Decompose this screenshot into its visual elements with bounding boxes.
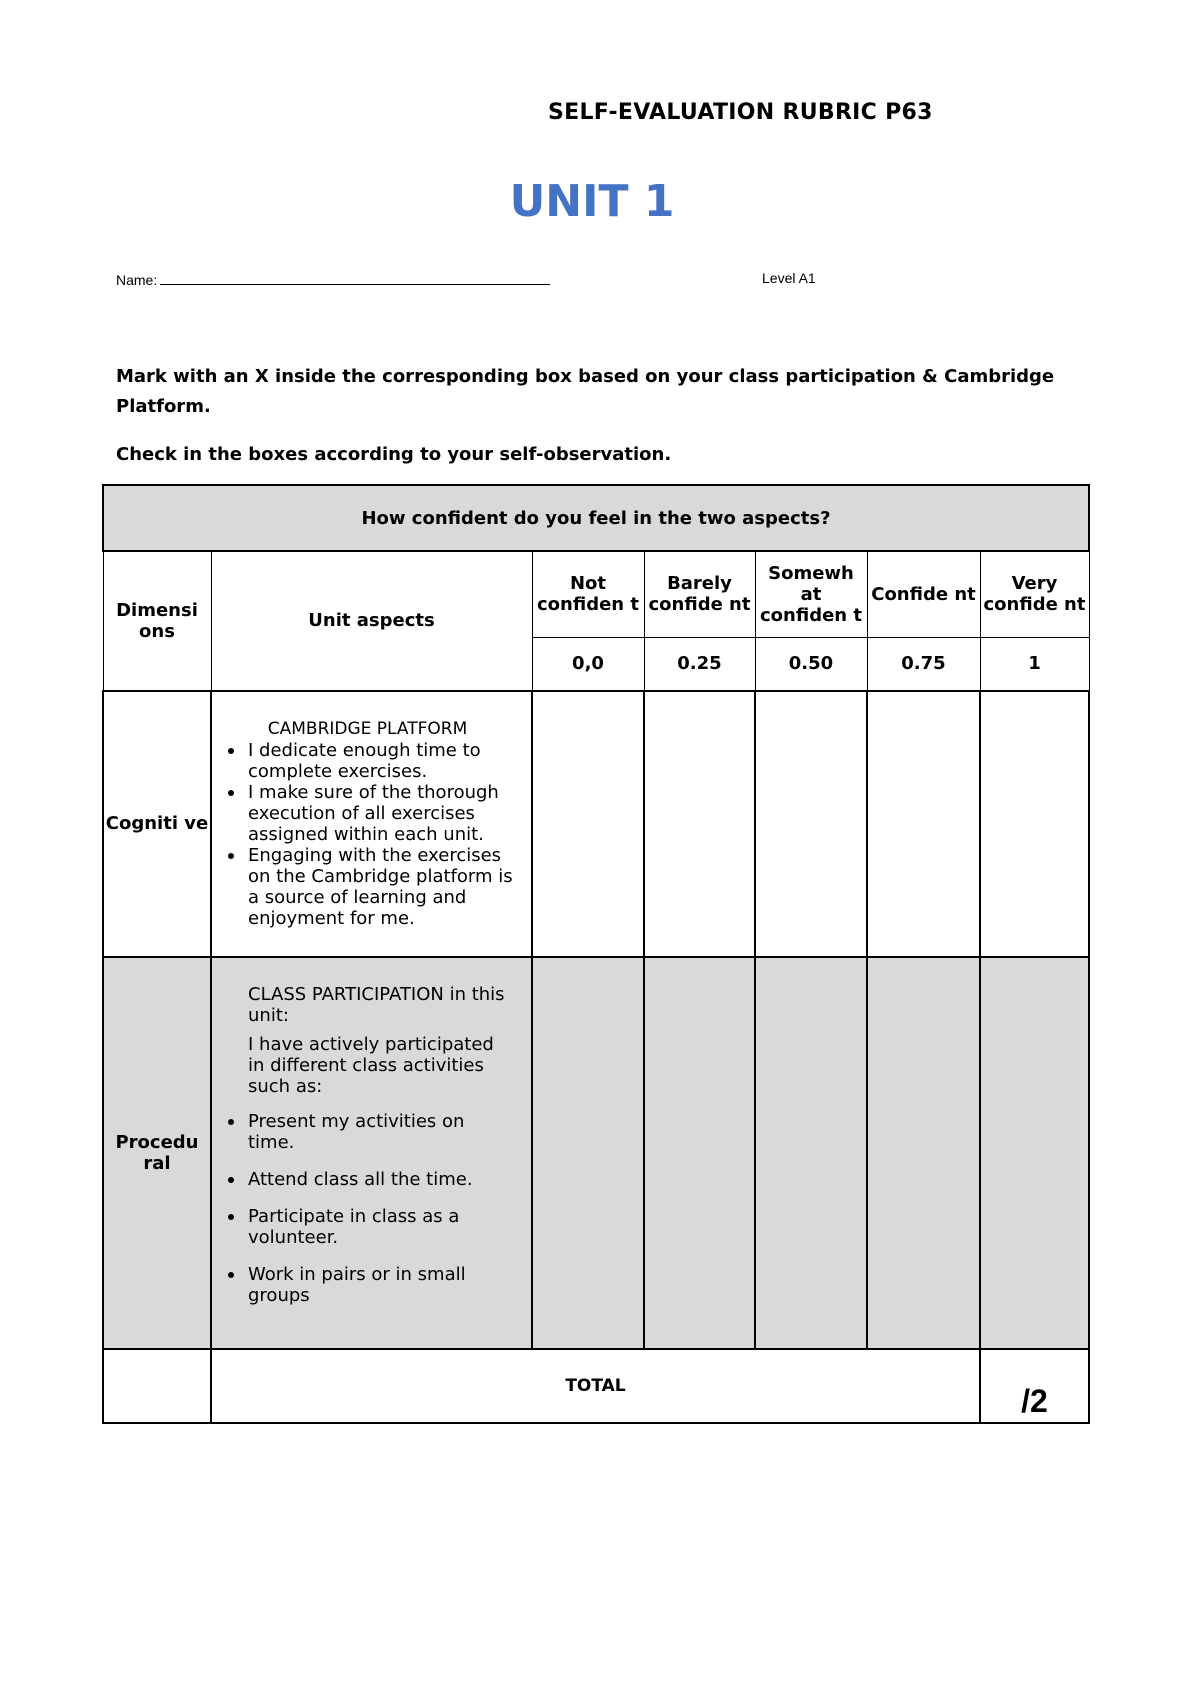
checkbox-cell-cognitive-confident[interactable]: [867, 691, 980, 957]
list-item: Work in pairs or in small groups: [220, 1264, 515, 1306]
list-item: I make sure of the thorough execution of all exercises assigned within each unit.: [220, 782, 515, 845]
rubric-table: [102, 484, 1090, 1424]
checkbox-cell-procedural-barely-confident[interactable]: [644, 957, 755, 1349]
list-item: Participate in class as a volunteer.: [220, 1206, 515, 1248]
name-underline[interactable]: [160, 270, 550, 285]
procedural-heading: CLASS PARTICIPATION in this unit:: [248, 983, 505, 1026]
instruction-mark: Mark with an X inside the corresponding box based on your class participation & Cambridge Platform.: [116, 366, 1055, 417]
total-row: [103, 1349, 1089, 1423]
checkbox-cell-procedural-very-confident[interactable]: [980, 957, 1089, 1349]
level-value-very-confident: 1: [980, 637, 1089, 691]
checkbox-cell-procedural-somewhat-confident[interactable]: [755, 957, 867, 1349]
total-blank-cell: [103, 1349, 211, 1423]
cognitive-aspects: [211, 691, 532, 957]
total-label: TOTAL: [211, 1349, 980, 1423]
level-value-somewhat-confident: 0.50: [755, 637, 867, 691]
table-row: [103, 957, 1089, 1349]
table-row: [103, 691, 1089, 957]
procedural-intro: I have actively participated in different class activities such as:: [248, 1033, 494, 1097]
unit-title: UNIT 1: [509, 176, 675, 227]
level-label: Level A1: [762, 270, 816, 286]
list-item: Engaging with the exercises on the Cambridge platform is a source of learning and enjoyment for me.: [220, 845, 515, 929]
list-item: I dedicate enough time to complete exercises.: [220, 740, 515, 782]
level-header-confident: Confide nt: [867, 551, 980, 637]
cognitive-heading: CAMBRIDGE PLATFORM: [267, 718, 468, 739]
dimension-cognitive: Cogniti ve: [103, 691, 211, 957]
checkbox-cell-cognitive-barely-confident[interactable]: [644, 691, 755, 957]
checkbox-cell-cognitive-very-confident[interactable]: [980, 691, 1089, 957]
table-caption: How confident do you feel in the two aspects?: [103, 485, 1089, 551]
checkbox-cell-cognitive-not-confident[interactable]: [532, 691, 644, 957]
list-item: Present my activities on time.: [220, 1111, 515, 1153]
procedural-list: [220, 1111, 515, 1306]
level-value-confident: 0.75: [867, 637, 980, 691]
checkbox-cell-cognitive-somewhat-confident[interactable]: [755, 691, 867, 957]
level-value-not-confident: 0,0: [532, 637, 644, 691]
level-header-barely-confident: Barely confide nt: [644, 551, 755, 637]
level-header-somewhat-confident: Somewh at confiden t: [755, 551, 867, 637]
dimensions-header: Dimensi ons: [103, 551, 211, 691]
level-header-not-confident: Not confiden t: [532, 551, 644, 637]
checkbox-cell-procedural-confident[interactable]: [867, 957, 980, 1349]
total-score[interactable]: /2: [980, 1349, 1089, 1423]
list-item: Attend class all the time.: [220, 1169, 515, 1190]
document-title: SELF-EVALUATION RUBRIC P63: [548, 100, 933, 125]
dimension-procedural: Procedu ral: [103, 957, 211, 1349]
level-header-very-confident: Very confide nt: [980, 551, 1089, 637]
unit-aspects-header: Unit aspects: [211, 551, 532, 691]
name-field[interactable]: [116, 270, 550, 288]
cognitive-list: [220, 740, 515, 929]
checkbox-cell-procedural-not-confident[interactable]: [532, 957, 644, 1349]
instruction-check: Check in the boxes according to your self-observation.: [116, 444, 672, 465]
procedural-aspects: [211, 957, 532, 1349]
name-label: Name:: [116, 272, 158, 288]
level-value-barely-confident: 0.25: [644, 637, 755, 691]
